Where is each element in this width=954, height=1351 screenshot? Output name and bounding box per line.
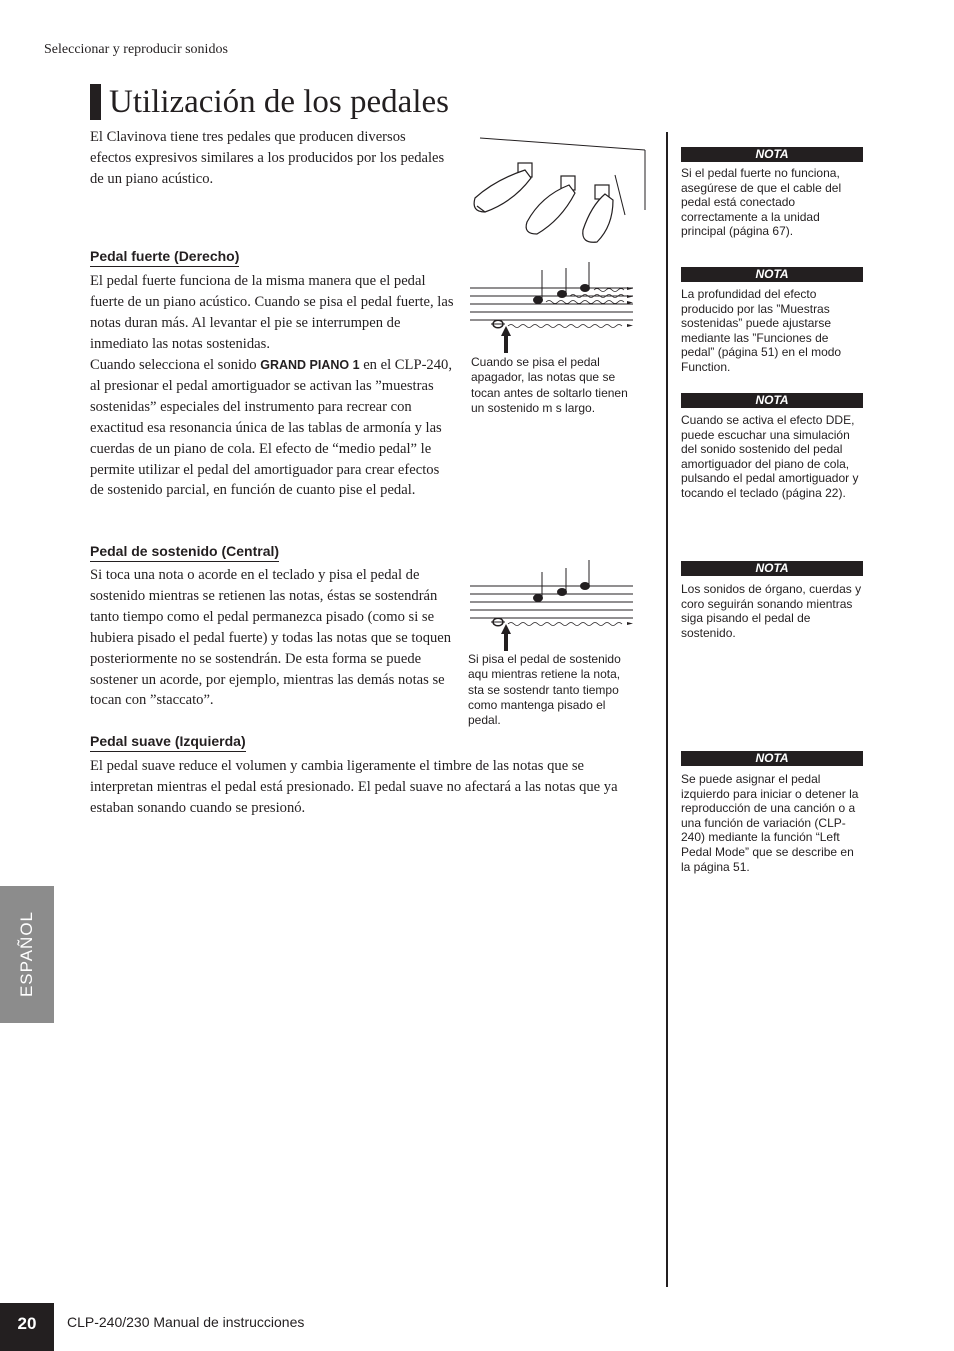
sidebar-divider xyxy=(666,132,668,1287)
note-text: Cuando se activa el efecto DDE, puede escuchar una simulación del sonido sostenido del pedal amortiguador del piano de cola, pulsando el pedal amortiguador y tocando el teclado (página 22). xyxy=(681,413,859,500)
page-title: Utilización de los pedales xyxy=(109,84,449,120)
sostenuto-staff-diagram xyxy=(468,554,638,654)
sostenuto-paragraph: Si toca una nota o acorde en el teclado y pisa el pedal de sostenido mientras se retienen las notas, éstas se sostendrán tanto tiempo como el pedal permanezca pisado (como si se hubiera pisado el pedal fuerte) y todas las notas que se toquen posteriormente no se sostendrán. De esta forma se puede sostener un acorde, por ejemplo, mientras las demás notas se tocan con ”staccato”. xyxy=(90,567,452,709)
voice-name: GRAND PIANO 1 xyxy=(260,358,360,372)
running-header: Seleccionar y reproducir sonidos xyxy=(44,42,228,57)
sostenuto-heading: Pedal de sostenido (Central) xyxy=(90,542,279,562)
intro-paragraph: El Clavinova tiene tres pedales que producen diversos efectos expresivos similares a los producidos por los pedales de un piano acústico. xyxy=(90,129,445,187)
note-label: NOTA xyxy=(681,267,863,282)
damper-paragraph-2: Cuando selecciona el sonido GRAND PIANO 1 en el CLP-240, al presionar el pedal amortiguador se activan las ”muestras sostenidas” especiales del instrumento para recrear con exactitud esa resonancia única de las tablas de armonía y las cuerdas de un piano de cola. El efecto de “medio pedal” le permite utilizar el pedal del amortiguador para crear efectos de sostenido parcial, en función de cuanto pise el pedal. xyxy=(90,357,452,499)
footer-manual-title: CLP-240/230 Manual de instrucciones xyxy=(67,1314,305,1330)
damper-caption: Cuando se pisa el pedal apagador, las notas que se tocan antes de soltarlo tienen un sostenido m s largo. xyxy=(471,355,628,415)
note-label: NOTA xyxy=(681,147,863,162)
sostenuto-caption: Si pisa el pedal de sostenido aqu mientras retiene la nota, sta se sostendr tanto tiempo como mantenga pisado el pedal. xyxy=(468,652,621,728)
title-marker xyxy=(90,84,101,120)
damper-staff-diagram xyxy=(468,258,638,353)
page-number: 20 xyxy=(0,1303,54,1351)
note-text: Se puede asignar el pedal izquierdo para iniciar o detener la reproducción de una canción o a una función de variación (CLP-240) mediante la función “Left Pedal Mode” que se describe en la página 51. xyxy=(681,772,859,874)
pedals-illustration xyxy=(465,130,650,248)
soft-paragraph: El pedal suave reduce el volumen y cambia ligeramente el timbre de las notas que se interpretan mientras el pedal está presionado. El pedal suave no afectará a las notas que ya estaban sonando cuando se presionó. xyxy=(90,758,618,816)
note-text: La profundidad del efecto producido por las ”Muestras sostenidas” puede ajustarse mediante las ”Funciones de pedal” (página 51) en el modo Function. xyxy=(681,287,842,374)
soft-heading: Pedal suave (Izquierda) xyxy=(90,732,246,752)
damper-paragraph-1: El pedal fuerte funciona de la misma manera que el pedal fuerte de un piano acústico. Cuando se pisa el pedal fuerte, las notas duran más. Al levantar el pie se interrumpen de inmediato las notas sostenidas. xyxy=(90,273,454,352)
note-text: Los sonidos de órgano, cuerdas y coro seguirán sonando mientras siga pisando el pedal de sostenido. xyxy=(681,582,862,640)
note-label: NOTA xyxy=(681,393,863,408)
note-label: NOTA xyxy=(681,561,863,576)
note-text: Si el pedal fuerte no funciona, asegúrese de que el cable del pedal está conectado correctamente a la unidad principal (página 67). xyxy=(681,166,842,239)
language-tab xyxy=(0,886,54,1023)
damper-heading: Pedal fuerte (Derecho) xyxy=(90,247,239,267)
language-tab-label: ESPAÑOL xyxy=(17,910,36,998)
note-label: NOTA xyxy=(681,751,863,766)
